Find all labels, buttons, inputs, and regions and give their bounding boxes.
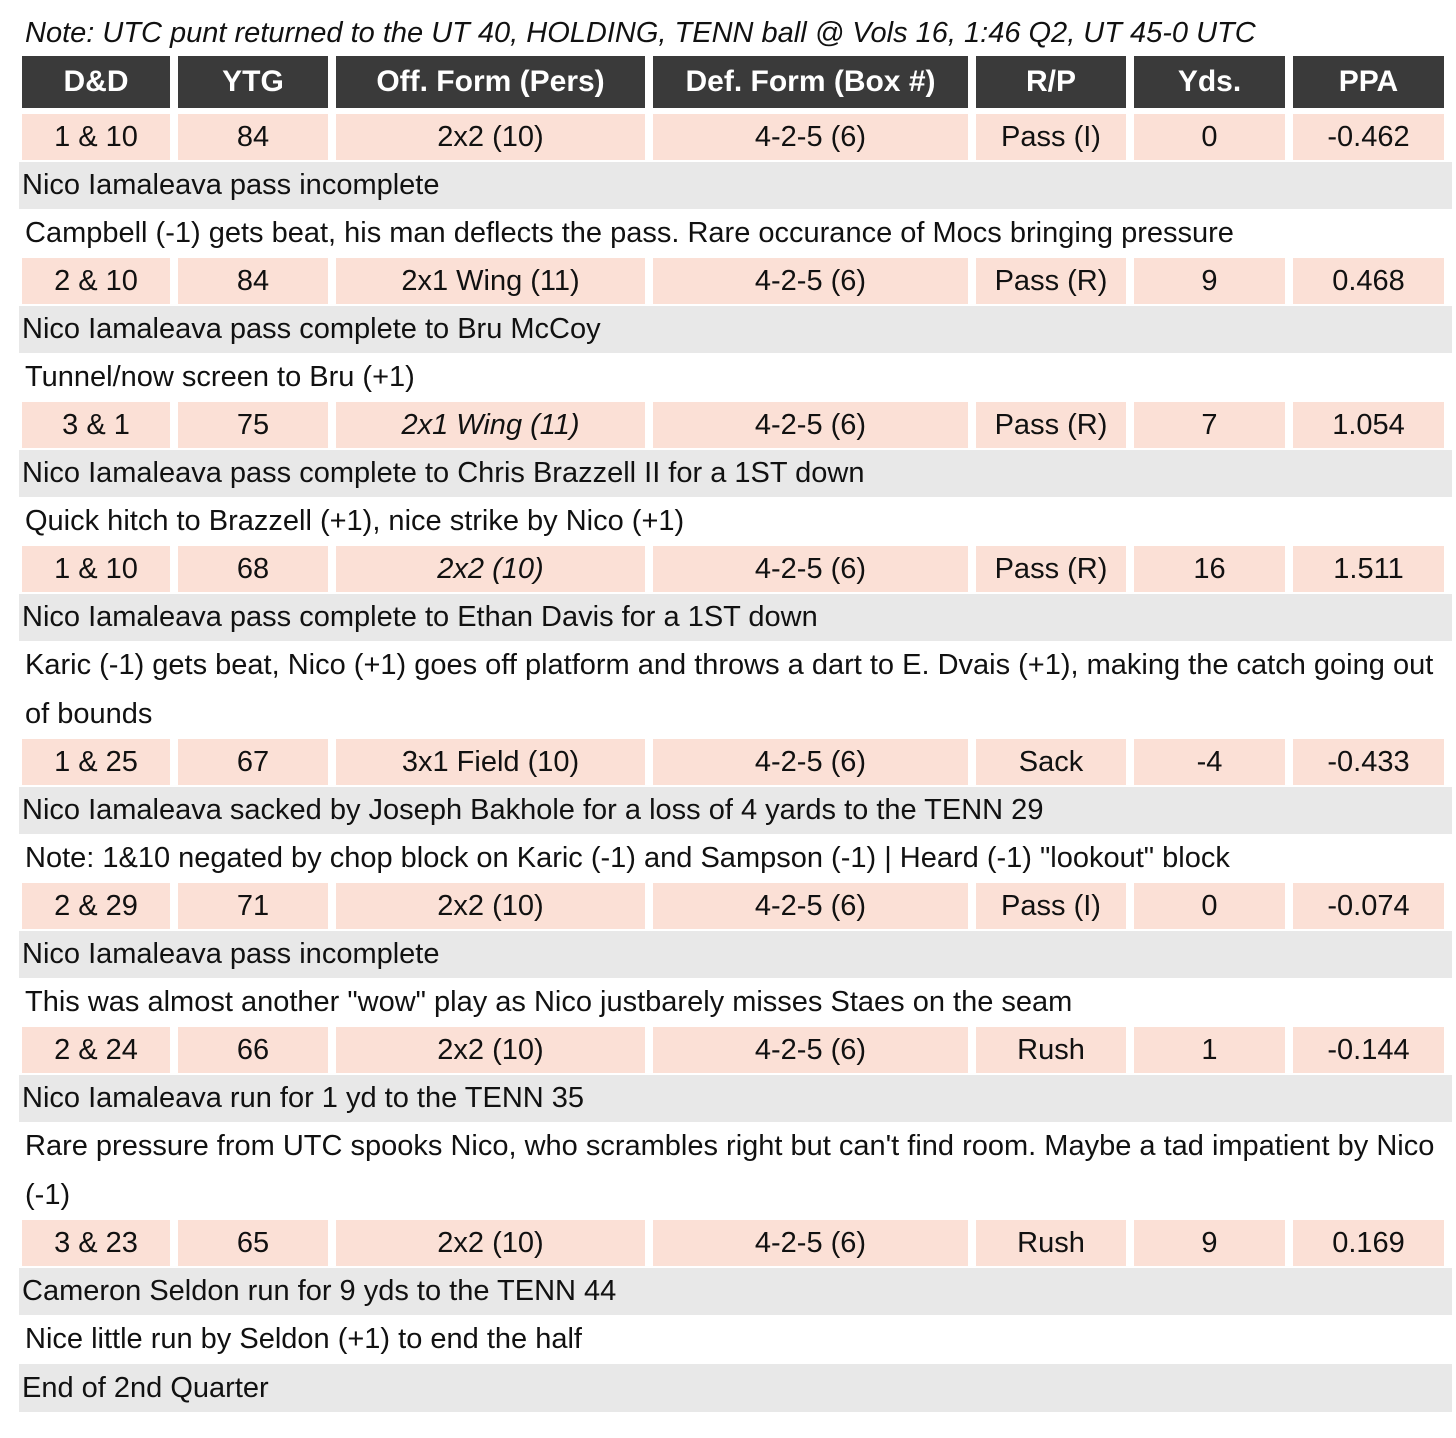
cell-yds: 1 bbox=[1134, 1027, 1285, 1073]
play-comment: Tunnel/now screen to Bru (+1) bbox=[22, 353, 1452, 402]
cell-dd: 1 & 10 bbox=[22, 114, 170, 160]
cell-off-form: 2x2 (10) bbox=[336, 1027, 645, 1073]
cell-yds: -4 bbox=[1134, 739, 1285, 785]
header-ytg: YTG bbox=[178, 56, 328, 108]
play-description: Cameron Seldon run for 9 yds to the TENN 44 bbox=[19, 1268, 1452, 1315]
play-description: Nico Iamaleava pass incomplete bbox=[19, 931, 1452, 978]
play-description: Nico Iamaleava run for 1 yd to the TENN 35 bbox=[19, 1075, 1452, 1122]
play-row bbox=[22, 114, 1452, 160]
play-row bbox=[22, 402, 1452, 448]
table-header bbox=[22, 56, 1452, 108]
cell-off-form: 2x2 (10) bbox=[336, 1220, 645, 1266]
cell-yds: 7 bbox=[1134, 402, 1285, 448]
cell-ytg: 67 bbox=[178, 739, 328, 785]
cell-ytg: 68 bbox=[178, 546, 328, 592]
header-dd: D&D bbox=[22, 56, 170, 108]
cell-off-form: 2x2 (10) bbox=[336, 883, 645, 929]
cell-ytg: 84 bbox=[178, 258, 328, 304]
cell-yds: 9 bbox=[1134, 1220, 1285, 1266]
cell-ppa: -0.462 bbox=[1293, 114, 1444, 160]
cell-rp: Pass (R) bbox=[976, 402, 1126, 448]
play-row bbox=[22, 1027, 1452, 1073]
cell-off-form: 2x1 Wing (11) bbox=[336, 258, 645, 304]
cell-off-form: 3x1 Field (10) bbox=[336, 739, 645, 785]
plays-list bbox=[22, 114, 1452, 1364]
cell-ppa: -0.433 bbox=[1293, 739, 1444, 785]
play-description: Nico Iamaleava pass complete to Bru McCoy bbox=[19, 306, 1452, 353]
play-row bbox=[22, 739, 1452, 785]
play-comment: Quick hitch to Brazzell (+1), nice strike by Nico (+1) bbox=[22, 497, 1452, 546]
cell-off-form: 2x2 (10) bbox=[336, 114, 645, 160]
cell-ytg: 66 bbox=[178, 1027, 328, 1073]
cell-rp: Rush bbox=[976, 1027, 1126, 1073]
play-row bbox=[22, 883, 1452, 929]
cell-rp: Pass (R) bbox=[976, 546, 1126, 592]
cell-rp: Pass (I) bbox=[976, 114, 1126, 160]
end-of-quarter: End of 2nd Quarter bbox=[19, 1364, 1452, 1412]
cell-ytg: 65 bbox=[178, 1220, 328, 1266]
cell-ppa: 0.468 bbox=[1293, 258, 1444, 304]
drive-note: Note: UTC punt returned to the UT 40, HOLDING, TENN ball @ Vols 16, 1:46 Q2, UT 45-0 UTC bbox=[25, 17, 1256, 49]
play-description: Nico Iamaleava pass complete to Ethan Davis for a 1ST down bbox=[19, 594, 1452, 641]
header-rp: R/P bbox=[976, 56, 1126, 108]
header-yds: Yds. bbox=[1134, 56, 1285, 108]
play-description: Nico Iamaleava sacked by Joseph Bakhole for a loss of 4 yards to the TENN 29 bbox=[19, 787, 1452, 834]
cell-yds: 0 bbox=[1134, 114, 1285, 160]
cell-dd: 2 & 24 bbox=[22, 1027, 170, 1073]
play-comment: Rare pressure from UTC spooks Nico, who scrambles right but can't find room. Maybe a tad impatient by Nico (-1) bbox=[22, 1122, 1452, 1220]
play-row bbox=[22, 1220, 1452, 1266]
cell-yds: 9 bbox=[1134, 258, 1285, 304]
play-comment: Nice little run by Seldon (+1) to end the half bbox=[22, 1315, 1452, 1364]
cell-ppa: 1.511 bbox=[1293, 546, 1444, 592]
cell-dd: 1 & 25 bbox=[22, 739, 170, 785]
cell-dd: 2 & 10 bbox=[22, 258, 170, 304]
header-off-form: Off. Form (Pers) bbox=[336, 56, 645, 108]
cell-def-form: 4-2-5 (6) bbox=[653, 258, 968, 304]
cell-dd: 3 & 1 bbox=[22, 402, 170, 448]
cell-off-form: 2x1 Wing (11) bbox=[336, 402, 645, 448]
cell-rp: Pass (R) bbox=[976, 258, 1126, 304]
cell-ppa: 0.169 bbox=[1293, 1220, 1444, 1266]
cell-def-form: 4-2-5 (6) bbox=[653, 883, 968, 929]
cell-def-form: 4-2-5 (6) bbox=[653, 739, 968, 785]
play-comment: Note: 1&10 negated by chop block on Karic (-1) and Sampson (-1) | Heard (-1) "lookout" block bbox=[22, 834, 1452, 883]
cell-off-form: 2x2 (10) bbox=[336, 546, 645, 592]
header-ppa: PPA bbox=[1293, 56, 1444, 108]
cell-ppa: 1.054 bbox=[1293, 402, 1444, 448]
cell-dd: 1 & 10 bbox=[22, 546, 170, 592]
cell-def-form: 4-2-5 (6) bbox=[653, 114, 968, 160]
play-comment: Karic (-1) gets beat, Nico (+1) goes off platform and throws a dart to E. Dvais (+1), making the catch going out of bounds bbox=[22, 641, 1452, 739]
cell-dd: 3 & 23 bbox=[22, 1220, 170, 1266]
header-def-form: Def. Form (Box #) bbox=[653, 56, 968, 108]
cell-ytg: 84 bbox=[178, 114, 328, 160]
cell-ytg: 71 bbox=[178, 883, 328, 929]
play-row bbox=[22, 546, 1452, 592]
play-row bbox=[22, 258, 1452, 304]
cell-dd: 2 & 29 bbox=[22, 883, 170, 929]
play-description: Nico Iamaleava pass incomplete bbox=[19, 162, 1452, 209]
cell-ppa: -0.144 bbox=[1293, 1027, 1444, 1073]
cell-rp: Sack bbox=[976, 739, 1126, 785]
play-by-play-sheet bbox=[22, 10, 1452, 1412]
play-comment: This was almost another "wow" play as Nico justbarely misses Staes on the seam bbox=[22, 978, 1452, 1027]
cell-ppa: -0.074 bbox=[1293, 883, 1444, 929]
cell-def-form: 4-2-5 (6) bbox=[653, 1027, 968, 1073]
cell-def-form: 4-2-5 (6) bbox=[653, 1220, 968, 1266]
cell-def-form: 4-2-5 (6) bbox=[653, 546, 968, 592]
cell-ytg: 75 bbox=[178, 402, 328, 448]
cell-yds: 16 bbox=[1134, 546, 1285, 592]
cell-yds: 0 bbox=[1134, 883, 1285, 929]
play-comment: Campbell (-1) gets beat, his man deflects the pass. Rare occurance of Mocs bringing pressure bbox=[22, 209, 1452, 258]
cell-rp: Rush bbox=[976, 1220, 1126, 1266]
cell-rp: Pass (I) bbox=[976, 883, 1126, 929]
play-description: Nico Iamaleava pass complete to Chris Brazzell II for a 1ST down bbox=[19, 450, 1452, 497]
cell-def-form: 4-2-5 (6) bbox=[653, 402, 968, 448]
